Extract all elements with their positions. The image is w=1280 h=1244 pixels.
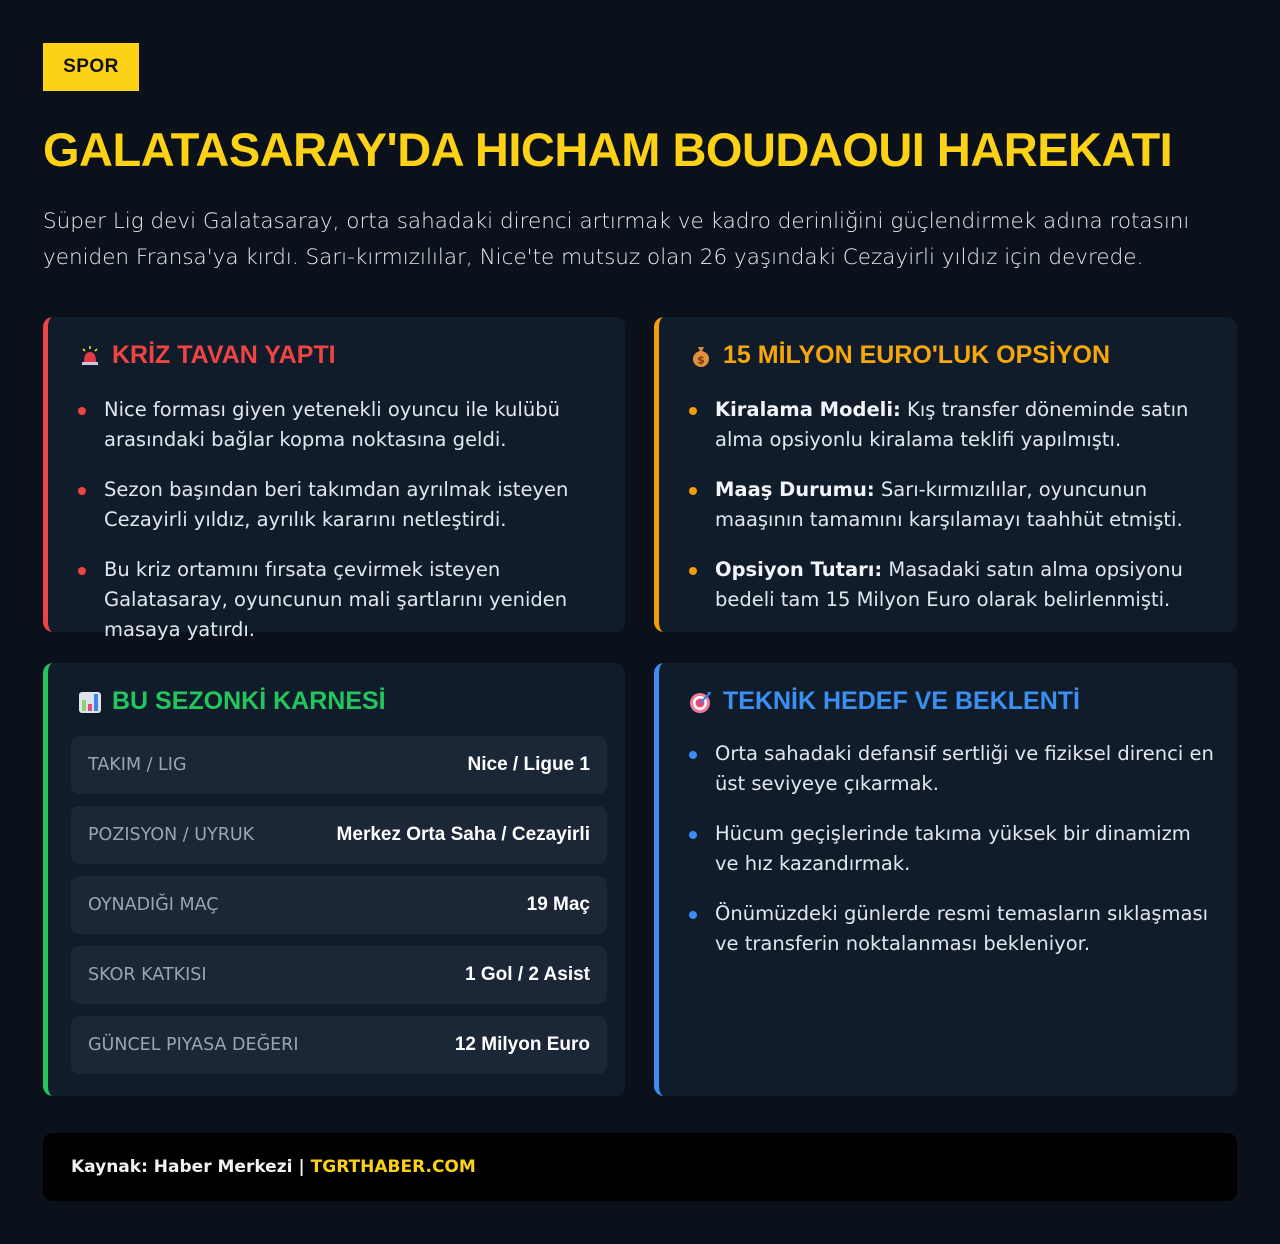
list-item [689, 739, 1217, 799]
list-item-text: Kış transfer döneminde satın alma opsiyonlu kiralama teklifi yapılmıştı. [715, 398, 1189, 451]
list-item-text: Orta sahadaki defansif sertliği ve fiziksel direnci en üst seviyeye çıkarmak. [715, 742, 1214, 795]
source-footer [43, 1133, 1237, 1201]
list-item-text: Bu kriz ortamını fırsata çevirmek isteyen Galatasaray, oyuncunun mali şartlarını yeniden masaya yatırdı. [104, 558, 568, 641]
stat-key: TAKIM / LIG [88, 755, 187, 775]
stat-row-matches [71, 876, 607, 934]
option-list [689, 395, 1217, 635]
list-item-text: Sezon başından beri takımdan ayrılmak isteyen Cezayirli yıldız, ayrılık kararını netleştirdi. [104, 478, 569, 531]
stat-row-market-value [71, 1016, 607, 1074]
bar-chart-icon [78, 690, 102, 714]
bullet-dot [689, 487, 697, 495]
stat-key: SKOR KATKISI [88, 965, 207, 985]
svg-text:$: $ [697, 353, 705, 366]
stat-value: 1 Gol / 2 Asist [465, 964, 590, 985]
stat-key: OYNADIĞI MAÇ [88, 895, 219, 915]
list-item [689, 555, 1217, 615]
category-badge: SPOR [43, 43, 139, 91]
option-title-text: 15 MİLYON EURO'LUK OPSİYON [723, 341, 1111, 369]
source-text: Kaynak: Haber Merkezi [71, 1157, 293, 1177]
list-item-label: Opsiyon Tutarı: [715, 558, 883, 581]
stat-value: 12 Milyon Euro [454, 1034, 590, 1055]
list-item-text: Sarı-kırmızılılar, oyuncunun maaşının tamamını karşılamayı taahhüt etmişti. [715, 478, 1183, 531]
stat-row-team [71, 736, 607, 794]
list-item-label: Kiralama Modeli: [715, 398, 901, 421]
bullet-dot [78, 567, 86, 575]
crisis-card [43, 317, 625, 641]
money-bag-icon [689, 344, 713, 368]
list-item [689, 819, 1217, 879]
bullet-dot [689, 751, 697, 759]
target-list [689, 739, 1217, 979]
lead-paragraph: Süper Lig devi Galatasaray, orta sahadaki direnci artırmak ve kadro derinliğini güçlendirmek adına rotasını yeniden Fransa'ya kırdı. Sarı-kırmızılılar, Nice'te mutsuz olan 26 yaşındaki Cezayirli yıldız için devrede. [43, 209, 1190, 270]
headline: GALATASARAY'DA HICHAM BOUDAOUI HAREKATI [43, 123, 1173, 176]
list-item-text: Önümüzdeki günlerde resmi temasların sıklaşması ve transferin noktalanması bekleniyor. [715, 902, 1209, 955]
option-card-title [689, 341, 1110, 370]
list-item-label: Maaş Durumu: [715, 478, 875, 501]
list-item-text: Masadaki satın alma opsiyonu bedeli tam 15 Milyon Euro olarak belirlenmişti. [715, 558, 1183, 611]
target-icon [689, 690, 713, 714]
stat-value: Merkez Orta Saha / Cezayirli [336, 824, 590, 845]
site-link[interactable]: TGRTHABER.COM [310, 1157, 476, 1177]
stats-list [71, 736, 607, 1086]
list-item [78, 475, 605, 535]
separator: | [298, 1157, 305, 1177]
stat-key: GÜNCEL PIYASA DEĞERI [88, 1035, 299, 1055]
stat-value: 19 Maç [526, 894, 590, 915]
crisis-title-text: KRİZ TAVAN YAPTI [112, 341, 336, 369]
season-title-text: BU SEZONKİ KARNESİ [112, 687, 386, 715]
list-item-text: Nice forması giyen yetenekli oyuncu ile kulübü arasındaki bağlar kopma noktasına geldi. [104, 398, 560, 451]
bullet-dot [78, 407, 86, 415]
stat-key: POZISYON / UYRUK [88, 825, 255, 845]
stat-row-contribution [71, 946, 607, 1004]
bullet-dot [689, 567, 697, 575]
option-card [654, 317, 1237, 632]
bullet-dot [689, 407, 697, 415]
target-card [654, 663, 1237, 1096]
stat-value: Nice / Ligue 1 [467, 754, 590, 775]
crisis-list [78, 395, 605, 665]
bullet-dot [689, 911, 697, 919]
stat-row-position [71, 806, 607, 864]
target-title-text: TEKNİK HEDEF VE BEKLENTİ [723, 687, 1080, 715]
list-item [78, 555, 605, 645]
list-item [689, 475, 1217, 535]
list-item [689, 899, 1217, 959]
list-item [78, 395, 605, 455]
list-item-text: Hücum geçişlerinde takıma yüksek bir dinamizm ve hız kazandırmak. [715, 822, 1191, 875]
list-item [689, 395, 1217, 455]
season-card-title [78, 687, 386, 716]
season-card [43, 663, 625, 1096]
siren-icon [78, 344, 102, 368]
target-card-title [689, 687, 1080, 716]
bullet-dot [689, 831, 697, 839]
bullet-dot [78, 487, 86, 495]
crisis-card-title [78, 341, 336, 370]
